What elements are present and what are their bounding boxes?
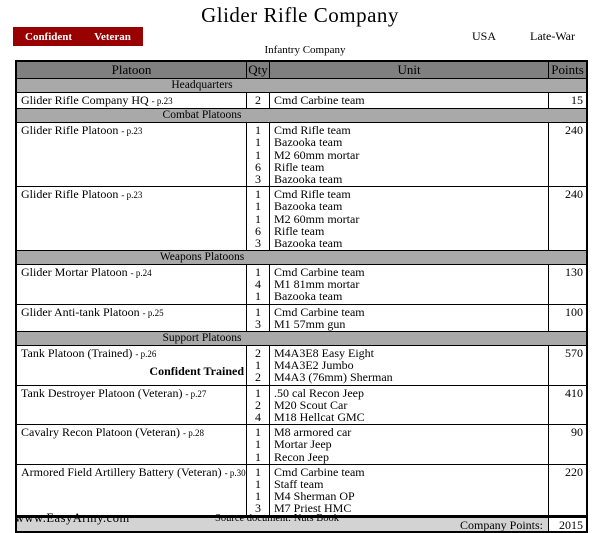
unit-qty: 1 bbox=[255, 123, 261, 138]
unit-qty: 1 bbox=[255, 476, 261, 491]
unit-qty: 1 bbox=[255, 437, 261, 452]
unit-qty: 2 bbox=[255, 370, 261, 385]
platoon-name bbox=[17, 466, 246, 479]
unit-cell bbox=[270, 346, 549, 385]
platoon-page-ref: - p.25 bbox=[142, 307, 164, 318]
qty-cell bbox=[247, 386, 270, 425]
points-value: 240 bbox=[565, 123, 583, 138]
unit-name: M20 Scout Car bbox=[274, 397, 348, 412]
nationality-label: USA bbox=[472, 29, 497, 43]
qty-cell bbox=[247, 187, 270, 250]
qty-cell bbox=[247, 265, 270, 304]
unit-qty: 4 bbox=[255, 277, 261, 292]
unit-cell bbox=[270, 425, 549, 464]
period-label: Late-War bbox=[530, 29, 575, 43]
points-cell bbox=[549, 187, 586, 250]
platoon-cell bbox=[17, 305, 247, 331]
platoon-name bbox=[17, 188, 246, 201]
platoon-row bbox=[17, 305, 586, 332]
platoon-page-ref: - p.23 bbox=[151, 96, 173, 106]
unit-qty: 1 bbox=[255, 199, 261, 214]
platoon-name bbox=[17, 347, 246, 360]
platoon-page-ref: - p.30 bbox=[224, 467, 246, 478]
unit-qty: 3 bbox=[255, 171, 261, 186]
points-value: 570 bbox=[565, 346, 583, 361]
platoon-cell bbox=[17, 187, 247, 250]
rating-skill: Veteran bbox=[94, 30, 131, 43]
platoon-row bbox=[17, 265, 586, 305]
platoon-page-ref: - p.24 bbox=[130, 268, 152, 279]
platoon-name bbox=[17, 124, 246, 137]
platoon-row bbox=[17, 425, 586, 465]
unit-name: Bazooka team bbox=[274, 289, 343, 304]
unit-cell bbox=[270, 187, 549, 250]
unit-name: M2 60mm mortar bbox=[274, 211, 360, 226]
unit-name: M8 armored car bbox=[274, 425, 352, 440]
platoon-name bbox=[17, 387, 246, 400]
platoon-name-text: Glider Rifle Platoon bbox=[21, 123, 122, 138]
unit-qty: 6 bbox=[255, 159, 261, 174]
unit-qty: 3 bbox=[255, 235, 261, 250]
unit-qty: 1 bbox=[255, 304, 261, 319]
qty-cell bbox=[247, 305, 270, 331]
unit-name: Mortar Jeep bbox=[274, 437, 332, 452]
platoon-name-text: Glider Mortar Platoon bbox=[21, 265, 131, 280]
unit-name: M1 57mm gun bbox=[274, 316, 346, 331]
platoon-page-ref: - p.26 bbox=[135, 349, 157, 360]
section-header-row bbox=[17, 109, 586, 123]
unit-name: M2 60mm mortar bbox=[274, 147, 360, 162]
section-header-row bbox=[17, 79, 586, 93]
unit-qty: 3 bbox=[255, 501, 261, 516]
company-points-label: Company Points: bbox=[17, 518, 549, 531]
unit-qty: 2 bbox=[255, 93, 261, 107]
unit-qty: 1 bbox=[255, 135, 261, 150]
source-document-label: Source document: Nuts Book bbox=[215, 513, 339, 524]
unit-qty: 6 bbox=[255, 223, 261, 238]
unit-qty: 2 bbox=[255, 397, 261, 412]
column-header-qty: Qty bbox=[247, 62, 270, 78]
unit-qty: 1 bbox=[255, 489, 261, 504]
platoon-row bbox=[17, 465, 586, 517]
qty-cell bbox=[247, 425, 270, 464]
table-body bbox=[17, 79, 586, 516]
section-header-label: Combat Platoons bbox=[162, 109, 242, 122]
platoon-name bbox=[17, 306, 246, 319]
unit-name: M4 Sherman OP bbox=[274, 489, 355, 504]
unit-name: Bazooka team bbox=[274, 171, 343, 186]
platoon-page-ref: - p.23 bbox=[121, 126, 143, 137]
easyarmy-site-link[interactable]: www.EasyArmy.com bbox=[15, 511, 130, 525]
platoon-name bbox=[17, 94, 246, 107]
unit-name: Rifle team bbox=[274, 159, 325, 174]
points-cell bbox=[549, 465, 586, 516]
platoon-row bbox=[17, 386, 586, 426]
points-cell bbox=[549, 346, 586, 385]
unit-qty: 1 bbox=[255, 464, 261, 479]
unit-qty: 4 bbox=[255, 409, 261, 424]
platoon-cell bbox=[17, 265, 247, 304]
unit-name: M1 81mm mortar bbox=[274, 277, 360, 292]
unit-qty: 1 bbox=[255, 449, 261, 464]
rating-motivation: Confident bbox=[25, 30, 73, 43]
platoon-cell bbox=[17, 425, 247, 464]
platoon-rating-note: Confident Trained bbox=[149, 364, 244, 379]
points-cell bbox=[549, 265, 586, 304]
points-cell bbox=[549, 386, 586, 425]
unit-cell bbox=[270, 465, 549, 516]
platoon-cell bbox=[17, 465, 247, 516]
unit-name: Cmd Rifle team bbox=[274, 123, 351, 138]
platoon-cell bbox=[17, 123, 247, 186]
section-header-label: Weapons Platoons bbox=[159, 251, 245, 264]
platoon-name-text: Glider Rifle Platoon bbox=[21, 187, 122, 202]
unit-name: M4A3E8 Easy Eight bbox=[274, 346, 374, 361]
points-cell bbox=[549, 123, 586, 186]
unit-qty: 1 bbox=[255, 265, 261, 280]
unit-name: M7 Priest HMC bbox=[274, 501, 352, 516]
column-header-points: Points bbox=[551, 62, 584, 77]
points-cell bbox=[549, 305, 586, 331]
company-points-value: 2015 bbox=[549, 518, 586, 531]
unit-name: Cmd Carbine team bbox=[274, 304, 365, 319]
unit-cell bbox=[270, 123, 549, 186]
platoon-name-text: Glider Anti-tank Platoon bbox=[21, 304, 143, 319]
unit-name: Bazooka team bbox=[274, 135, 343, 150]
points-value: 410 bbox=[565, 385, 583, 400]
unit-qty: 1 bbox=[255, 211, 261, 226]
unit-name: .50 cal Recon Jeep bbox=[274, 385, 364, 400]
points-cell bbox=[549, 93, 586, 108]
unit-qty: 1 bbox=[255, 358, 261, 373]
unit-qty: 1 bbox=[255, 385, 261, 400]
platoon-row bbox=[17, 123, 586, 187]
qty-cell bbox=[247, 93, 270, 108]
points-value: 220 bbox=[565, 464, 583, 479]
platoon-row bbox=[17, 93, 586, 109]
unit-name: Rifle team bbox=[274, 223, 325, 238]
table-header-row bbox=[17, 62, 586, 79]
qty-cell bbox=[247, 346, 270, 385]
points-value: 15 bbox=[571, 93, 583, 107]
section-header-label: Headquarters bbox=[171, 79, 233, 91]
platoon-cell bbox=[17, 93, 247, 108]
platoon-name bbox=[17, 426, 246, 439]
platoon-cell bbox=[17, 386, 247, 425]
points-value: 130 bbox=[565, 265, 583, 280]
platoon-row bbox=[17, 346, 586, 386]
platoon-name-text: Tank Destroyer Platoon (Veteran) bbox=[21, 385, 186, 400]
unit-cell bbox=[270, 93, 549, 108]
platoon-page-ref: - p.27 bbox=[185, 388, 207, 399]
platoon-name-text: Cavalry Recon Platoon (Veteran) bbox=[21, 425, 183, 440]
column-header-platoon: Platoon bbox=[17, 62, 247, 78]
platoon-name bbox=[17, 266, 246, 279]
platoon-page-ref: - p.23 bbox=[121, 190, 143, 201]
unit-name: Bazooka team bbox=[274, 235, 343, 250]
unit-cell bbox=[270, 265, 549, 304]
section-header-row bbox=[17, 251, 586, 265]
unit-name: Cmd Carbine team bbox=[274, 93, 365, 107]
unit-name: Staff team bbox=[274, 476, 324, 491]
unit-name: M18 Hellcat GMC bbox=[274, 409, 365, 424]
unit-name: Cmd Rifle team bbox=[274, 187, 351, 202]
unit-name: Bazooka team bbox=[274, 199, 343, 214]
page-title: Glider Rifle Company bbox=[201, 3, 399, 27]
column-header-unit: Unit bbox=[270, 62, 549, 78]
points-value: 100 bbox=[565, 304, 583, 319]
unit-qty: 1 bbox=[255, 187, 261, 202]
points-value: 90 bbox=[571, 425, 583, 440]
unit-qty: 1 bbox=[255, 425, 261, 440]
platoon-name-text: Armored Field Artillery Battery (Veteran) bbox=[21, 464, 225, 479]
points-cell bbox=[549, 425, 586, 464]
unit-cell bbox=[270, 386, 549, 425]
unit-qty: 3 bbox=[255, 316, 261, 331]
unit-cell bbox=[270, 305, 549, 331]
section-header-label: Support Platoons bbox=[162, 332, 242, 345]
platoon-page-ref: - p.28 bbox=[182, 428, 204, 439]
unit-name: Recon Jeep bbox=[274, 449, 329, 464]
qty-cell bbox=[247, 465, 270, 516]
platoon-name-text: Glider Rifle Company HQ bbox=[21, 93, 152, 107]
unit-qty: 1 bbox=[255, 289, 261, 304]
company-type-label: Infantry Company bbox=[264, 44, 346, 56]
unit-qty: 2 bbox=[255, 346, 261, 361]
section-header-row bbox=[17, 332, 586, 346]
qty-cell bbox=[247, 123, 270, 186]
platoon-cell bbox=[17, 346, 247, 385]
unit-name: M4A3 (76mm) Sherman bbox=[274, 370, 393, 385]
points-value: 240 bbox=[565, 187, 583, 202]
unit-name: M4A3E2 Jumbo bbox=[274, 358, 354, 373]
unit-qty: 1 bbox=[255, 147, 261, 162]
platoon-name-text: Tank Platoon (Trained) bbox=[21, 346, 136, 361]
unit-name: Cmd Carbine team bbox=[274, 464, 365, 479]
unit-name: Cmd Carbine team bbox=[274, 265, 365, 280]
platoon-row bbox=[17, 187, 586, 251]
army-list-table bbox=[15, 60, 588, 533]
